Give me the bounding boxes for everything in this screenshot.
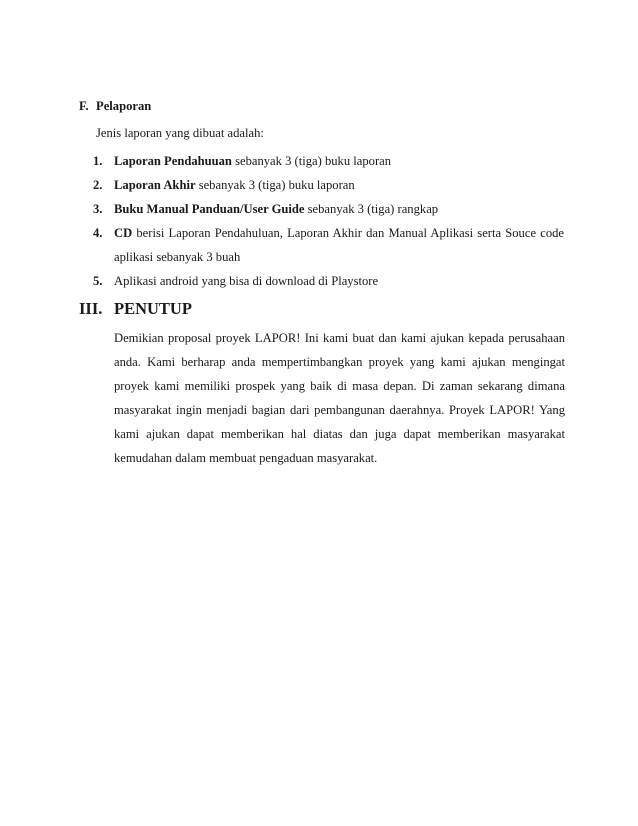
section-heading-pelaporan [79,98,569,114]
list-item-bold: Laporan Pendahuuan [114,154,232,168]
list-item [79,149,564,173]
section-pelaporan [79,98,569,293]
list-item-bold: CD [114,226,133,240]
list-item-text: sebanyak 3 (tiga) rangkap [304,202,439,216]
list-item-number: 4. [93,226,103,240]
section-title: PENUTUP [114,299,192,318]
list-item [79,269,564,293]
list-item-bold: Laporan Akhir [114,178,196,192]
section-title: Pelaporan [96,99,152,113]
list-item [79,173,564,197]
list-item-text: Aplikasi android yang bisa di download di Playstore [114,274,379,288]
list-item-number: 1. [93,154,103,168]
section-heading-penutup [79,298,565,320]
section-letter: F. [79,99,89,113]
list-item-text: sebanyak 3 (tiga) buku laporan [231,154,392,168]
list-item-bold: Buku Manual Panduan/User Guide [114,202,305,216]
section-roman-numeral: III. [79,299,103,318]
list-item-number: 5. [93,274,103,288]
report-list [79,149,569,293]
closing-paragraph: Demikian proposal proyek LAPOR! Ini kami buat dan kami ajukan kepada perusahaan anda. Kami berharap anda mempertimbangkan proyek yang kami ajukan mengingat proyek kami memiliki prospek yang baik di masa depan. Di zaman sekarang dimana masyarakat ingin menjadi bagian dari pembangunan daerahnya. Proyek LAPOR! Yang kami ajukan dapat memberikan hal diatas dan juga dapat memberikan masyarakat kemudahan dalam membuat pengaduan masyarakat. [114,331,565,465]
list-item-text: berisi Laporan Pendahuluan, Laporan Akhir dan Manual Aplikasi serta Souce code aplikasi sebanyak 3 buah [114,226,564,264]
section-penutup [79,298,565,470]
list-item-text: sebanyak 3 (tiga) buku laporan [195,178,355,192]
list-item [79,197,564,221]
list-item-number: 3. [93,202,103,216]
section-intro: Jenis laporan yang dibuat adalah: [96,126,264,140]
list-item-number: 2. [93,178,103,192]
list-item [79,221,564,269]
